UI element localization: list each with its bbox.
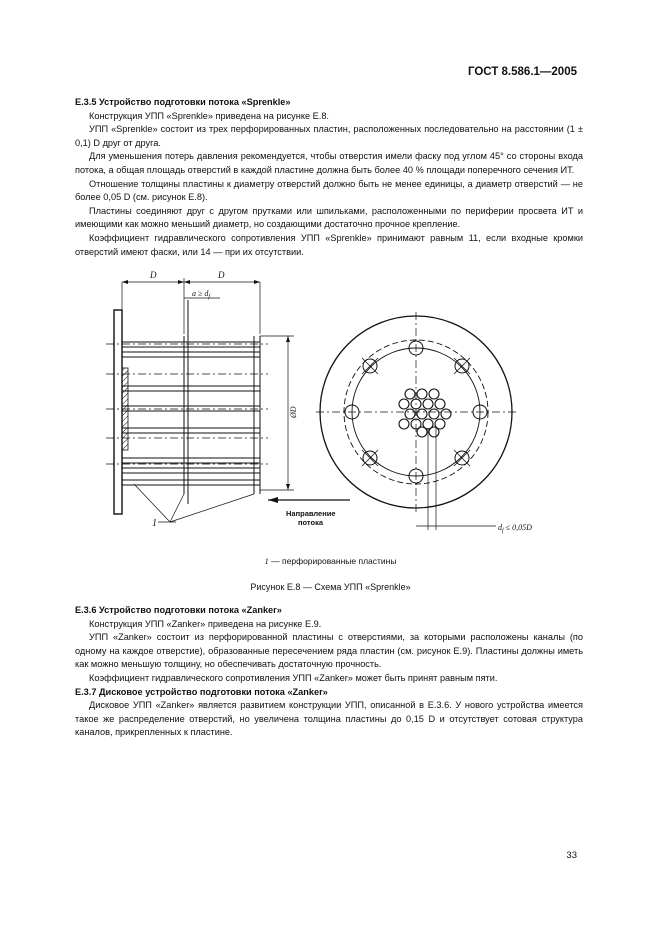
dim-label-diameter: ØD	[289, 406, 298, 418]
section-heading-e37: Е.3.7 Дисковое устройство подготовки потока «Zanker»	[75, 686, 328, 697]
leader-label-1: 1	[152, 518, 157, 529]
section-e35	[75, 96, 583, 259]
paragraph: Для уменьшения потерь давления рекомендуется, чтобы отверстия имели фаску под углом 45° со стороны входа потока, а общая площадь отверстий в каждой пластине должна быть более 40 % площади поперечного сечения ИТ.	[75, 151, 583, 175]
dim-label-d1: D	[150, 270, 157, 280]
dim-label-df: $d_f \le 0,05D$	[498, 523, 532, 534]
section-heading-e36: Е.3.6 Устройство подготовки потока «Zanker»	[75, 605, 282, 615]
paragraph: Конструкция УПП «Zanker» приведена на рисунке Е.9.	[89, 618, 322, 629]
figure-legend: 1 — перфорированные пластины	[264, 556, 397, 566]
paragraph: УПП «Sprenkle» состоит из трех перфорированных пластин, расположенных последовательно на расстоянии (1 ± 0,1) D друг от друга.	[75, 124, 583, 148]
flange-plate	[114, 310, 122, 514]
flow-direction-label-2: потока	[298, 518, 324, 527]
dim-label-a: $a \ge d_f$	[192, 289, 211, 300]
paragraph: Отношение толщины пластины к диаметру отверстий должно быть не менее единицы, а диаметр отверстий — не более 0,05 D (см. рисунок Е.8).	[75, 178, 583, 203]
paragraph: Конструкция УПП «Sprenkle» приведена на рисунке Е.8.	[89, 110, 329, 121]
paragraph: УПП «Zanker» состоит из перфорированной пластины с отверстиями, за которыми расположены каналы (по одному на каждое отверстие), образованные пересечением ряда пластин (см. рисунок Е.9). Пластины должны иметь как можно меньшую толщину, но обеспечивать достаточную прочность.	[75, 632, 583, 670]
page-number: 33	[566, 850, 577, 861]
section-e36	[75, 604, 583, 740]
dim-label-d2: D	[218, 270, 225, 280]
plate-rods	[122, 342, 260, 485]
paragraph: Дисковое УПП «Zanker» является развитием конструкции УПП, описанной в Е.3.6. У нового устройства имеется такое же распределение отверстий, но увеличена толщина пластины до 0,15 D и отсутствует сотовая структура каналов, прикрепленных к пластине.	[75, 700, 583, 738]
flow-direction-label-1: Направление	[286, 509, 336, 518]
figure-e8-drawing	[100, 268, 570, 558]
paragraph: Пластины соединяют друг с другом прутками или шпильками, расположенными по периферии просвета ИТ и имеющими как можно меньший диаметр, но создающими достаточно прочное крепление.	[75, 205, 583, 230]
document-id: ГОСТ 8.586.1—2005	[467, 66, 577, 78]
central-hole-cluster	[399, 389, 451, 437]
figure-caption: Рисунок Е.8 — Схема УПП «Sprenkle»	[250, 582, 411, 592]
section-heading-e35: Е.3.5 Устройство подготовки потока «Sprenkle»	[75, 97, 291, 107]
paragraph: Коэффициент гидравлического сопротивления УПП «Zanker» может быть принят равным пяти.	[89, 672, 498, 683]
paragraph: Коэффициент гидравлического сопротивления УПП «Sprenkle» принимают равным 11, если входные кромки отверстий имеют фаски, или 14 — при их отсутствии.	[75, 232, 583, 257]
